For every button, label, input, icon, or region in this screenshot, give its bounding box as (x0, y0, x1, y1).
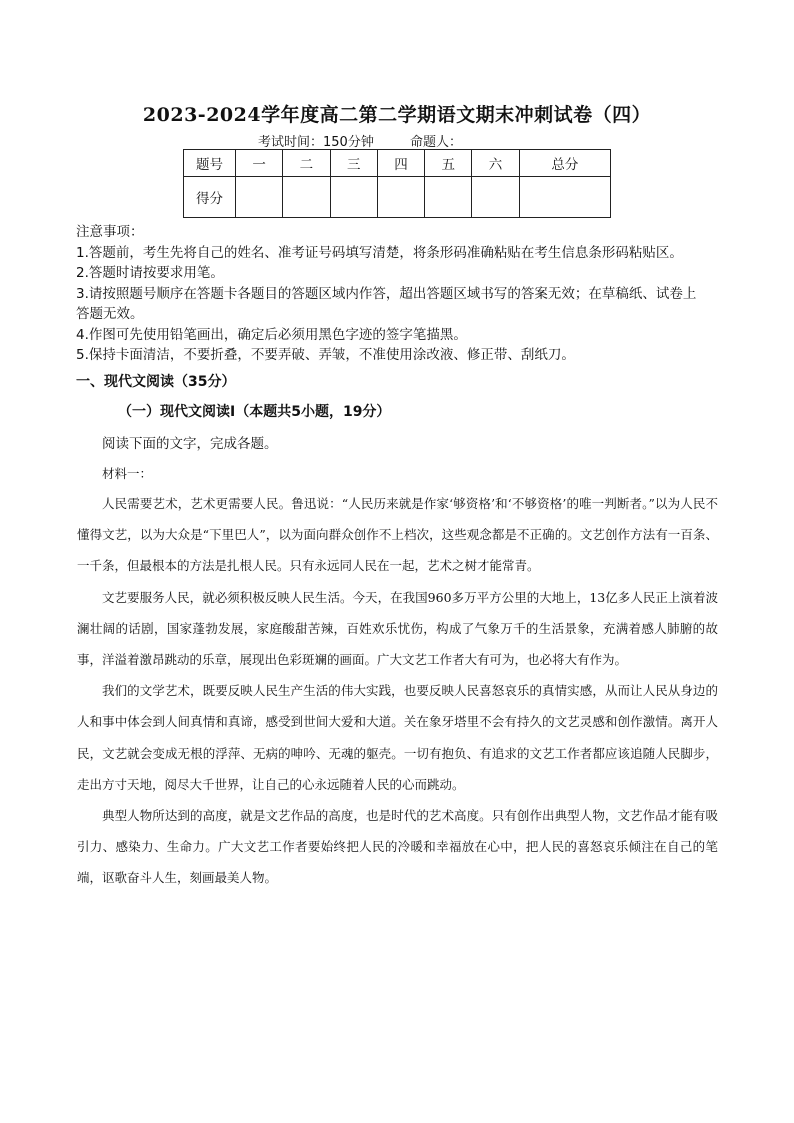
score-cell (472, 177, 519, 218)
note-item: 4.作图可先使用铅笔画出，确定后必须用黑色字迹的签字笔描黑。 (76, 326, 467, 343)
note-item: 5.保持卡面清洁，不要折叠，不要弄破、弄皱，不准使用涂改液、修正带、刮纸刀。 (76, 347, 575, 363)
score-header-cell: 三 (330, 150, 377, 177)
score-header-cell: 题号 (184, 150, 236, 177)
score-header-cell: 一 (236, 150, 283, 177)
material-label: 材料一： (102, 466, 153, 481)
exam-author: 命题人： (409, 135, 462, 150)
exam-meta (0, 131, 794, 150)
score-cell (330, 177, 377, 218)
score-header-cell: 二 (283, 150, 330, 177)
score-header-cell: 总分 (519, 150, 610, 177)
reading-passage (77, 488, 718, 894)
score-table-header-row (184, 150, 611, 177)
score-cell (519, 177, 610, 218)
passage-paragraph: 典型人物所达到的高度，就是文艺作品的高度，也是时代的艺术高度。只有创作出典型人物，文艺作品才能有吸引力、感染力、生命力。广大文艺工作者要始终把人民的冷暖和幸福放在心中，把人民的喜怒哀乐倾注在自己的笔端，讴歌奋斗人生，刻画最美人物。 (77, 808, 718, 886)
score-header-cell: 四 (377, 150, 424, 177)
passage-paragraph: 文艺要服务人民，就必须积极反映人民生活。今天，在我国960多万平方公里的大地上，13亿多人民正上演着波澜壮阔的话剧，国家蓬勃发展，家庭酸甜苦辣，百姓欢乐忧伤，构成了气象万千的生活景象，充满着感人肺腑的故事，洋溢着激昂跳动的乐章，展现出色彩斑斓的画面。广大文艺工作者大有可为，也必将大有作为。 (77, 589, 718, 668)
note-item: 2.答题时请按要求用笔。 (76, 265, 224, 281)
score-header-cell: 五 (425, 150, 472, 177)
score-cell (377, 177, 424, 218)
score-row-label: 得分 (184, 177, 236, 218)
score-header-cell: 六 (472, 150, 519, 177)
score-table (183, 149, 611, 218)
score-cell (283, 177, 330, 218)
section-title: 一、现代文阅读（35分） (76, 374, 236, 390)
passage-paragraph: 人民需要艺术，艺术更需要人民。鲁迅说：“人民历来就是作家‘够资格’和‘不够资格’的唯一判断者。”以为人民不懂得文艺，以为大众是“下里巴人”，以为面向群众创作不上档次，这些观念都是不正确的。文艺创作方法有一百条、一千条，但最根本的方法是扎根人民。只有永远同人民在一起，艺术之树才能常青。 (77, 496, 718, 574)
notes-heading: 注意事项： (76, 224, 144, 240)
note-item: 1.答题前，考生先将自己的姓名、准考证号码填写清楚，将条形码准确粘贴在考生信息条形码粘贴区。 (76, 244, 683, 261)
exam-time: 考试时间：150分钟 (258, 135, 374, 150)
note-item: 3.请按照题号顺序在答题卡各题目的答题区域内作答，超出答题区域书写的答案无效；在草稿纸、试卷上 (76, 285, 697, 302)
subsection-title: （一）现代文阅读I（本题共5小题，19分） (118, 404, 391, 420)
score-cell (425, 177, 472, 218)
passage-paragraph: 我们的文学艺术，既要反映人民生产生活的伟大实践，也要反映人民喜怒哀乐的真情实感，从而让人民从身边的人和事中体会到人间真情和真谛，感受到世间大爱和大道。关在象牙塔里不会有持久的文艺灵感和创作激情。离开人民，文艺就会变成无根的浮萍、无病的呻吟、无魂的躯壳。一切有抱负、有追求的文艺工作者都应该追随人民脚步，走出方寸天地，阅尽大千世界，让自己的心永远随着人民的心而跳动。 (77, 683, 718, 792)
exam-title: 2023-2024学年度高二第二学期语文期末冲刺试卷（四） (142, 104, 652, 126)
note-item: 答题无效。 (76, 306, 144, 322)
score-cell (236, 177, 283, 218)
score-table-score-row (184, 177, 611, 218)
reading-instruction: 阅读下面的文字，完成各题。 (102, 436, 278, 452)
notes-block (76, 222, 726, 366)
